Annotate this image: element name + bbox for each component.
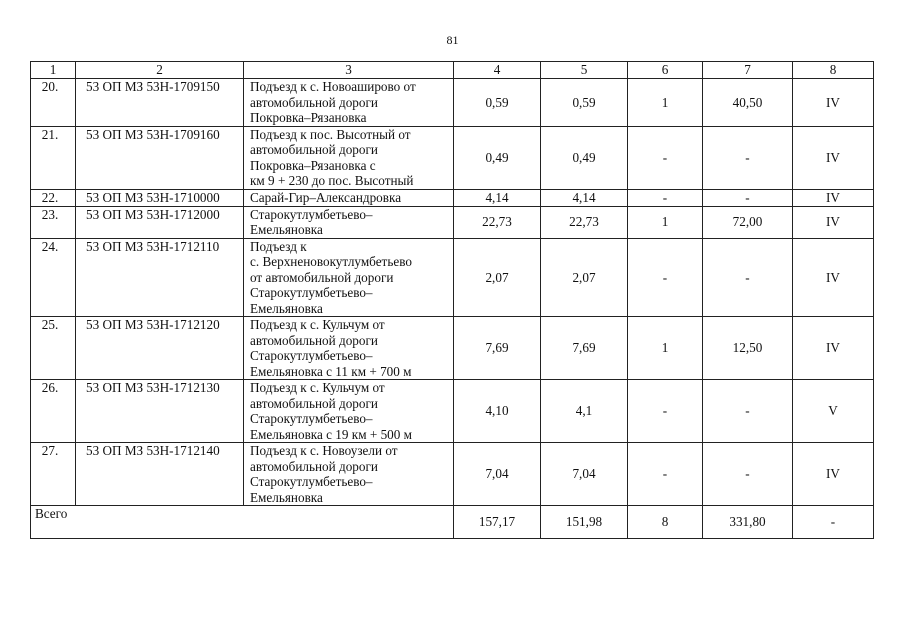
row-number: 23. [31,206,76,238]
column-header: 4 [454,62,541,79]
road-name: Сарай-Гир–Александровка [244,189,454,206]
table-row [31,380,874,443]
column-header: 6 [628,62,703,79]
road-code: 53 ОП МЗ 53Н-1712130 [76,380,244,443]
value-col-4: 22,73 [454,206,541,238]
value-col-7: - [703,189,793,206]
value-col-6: - [628,126,703,189]
road-name: Подъезд к с. Верхненовокутлумбетьево от автомобильной дороги Старокутлумбетьево– Емельяновка [244,238,454,317]
table-row [31,238,874,317]
road-name: Подъезд к пос. Высотный от автомобильной дороги Покровка–Рязановка с км 9 + 230 до пос. Высотный [244,126,454,189]
road-name: Старокутлумбетьево– Емельяновка [244,206,454,238]
total-row [31,506,874,539]
value-col-6: - [628,443,703,506]
value-col-4: 4,10 [454,380,541,443]
road-code: 53 ОП МЗ 53Н-1712110 [76,238,244,317]
column-header: 8 [793,62,874,79]
value-col-5: 2,07 [541,238,628,317]
road-name: Подъезд к с. Кульчум от автомобильной дороги Старокутлумбетьево– Емельяновка с 11 км + 700 м [244,317,454,380]
value-col-5: 7,04 [541,443,628,506]
value-col-5: 0,59 [541,79,628,127]
value-col-4: 4,14 [454,189,541,206]
category-col-8: IV [793,79,874,127]
total-col-6: 8 [628,506,703,539]
value-col-7: 72,00 [703,206,793,238]
road-code: 53 ОП МЗ 53Н-1712120 [76,317,244,380]
table-row [31,126,874,189]
column-header: 2 [76,62,244,79]
value-col-6: - [628,238,703,317]
value-col-7: 12,50 [703,317,793,380]
total-col-8: - [793,506,874,539]
value-col-4: 2,07 [454,238,541,317]
value-col-6: - [628,380,703,443]
road-name: Подъезд к с. Кульчум от автомобильной дороги Старокутлумбетьево– Емельяновка с 19 км + 500 м [244,380,454,443]
roads-table [30,61,874,539]
value-col-6: 1 [628,79,703,127]
road-name: Подъезд к с. Новоузели от автомобильной дороги Старокутлумбетьево– Емельяновка [244,443,454,506]
value-col-6: 1 [628,206,703,238]
value-col-4: 7,69 [454,317,541,380]
value-col-6: - [628,189,703,206]
row-number: 20. [31,79,76,127]
value-col-5: 7,69 [541,317,628,380]
road-code: 53 ОП МЗ 53Н-1712000 [76,206,244,238]
row-number: 25. [31,317,76,380]
value-col-4: 7,04 [454,443,541,506]
value-col-4: 0,59 [454,79,541,127]
column-header: 3 [244,62,454,79]
value-col-6: 1 [628,317,703,380]
row-number: 24. [31,238,76,317]
value-col-5: 0,49 [541,126,628,189]
category-col-8: IV [793,443,874,506]
table-row [31,189,874,206]
total-col-7: 331,80 [703,506,793,539]
column-header: 1 [31,62,76,79]
row-number: 27. [31,443,76,506]
road-code: 53 ОП МЗ 53Н-1709160 [76,126,244,189]
category-col-8: IV [793,206,874,238]
header-row [31,62,874,79]
total-label: Всего [31,506,454,539]
table-row [31,206,874,238]
value-col-5: 4,1 [541,380,628,443]
category-col-8: IV [793,126,874,189]
category-col-8: IV [793,317,874,380]
value-col-4: 0,49 [454,126,541,189]
value-col-7: - [703,126,793,189]
value-col-7: - [703,238,793,317]
column-header: 5 [541,62,628,79]
category-col-8: IV [793,238,874,317]
category-col-8: V [793,380,874,443]
table-row [31,317,874,380]
value-col-7: - [703,443,793,506]
category-col-8: IV [793,189,874,206]
row-number: 21. [31,126,76,189]
column-header: 7 [703,62,793,79]
road-code: 53 ОП МЗ 53Н-1709150 [76,79,244,127]
road-code: 53 ОП МЗ 53Н-1710000 [76,189,244,206]
total-col-4: 157,17 [454,506,541,539]
value-col-5: 4,14 [541,189,628,206]
value-col-5: 22,73 [541,206,628,238]
value-col-7: - [703,380,793,443]
total-col-5: 151,98 [541,506,628,539]
table-row [31,79,874,127]
road-code: 53 ОП МЗ 53Н-1712140 [76,443,244,506]
row-number: 22. [31,189,76,206]
table-row [31,443,874,506]
page-number: 81 [446,33,459,47]
value-col-7: 40,50 [703,79,793,127]
road-name: Подъезд к с. Новоаширово от автомобильной дороги Покровка–Рязановка [244,79,454,127]
row-number: 26. [31,380,76,443]
